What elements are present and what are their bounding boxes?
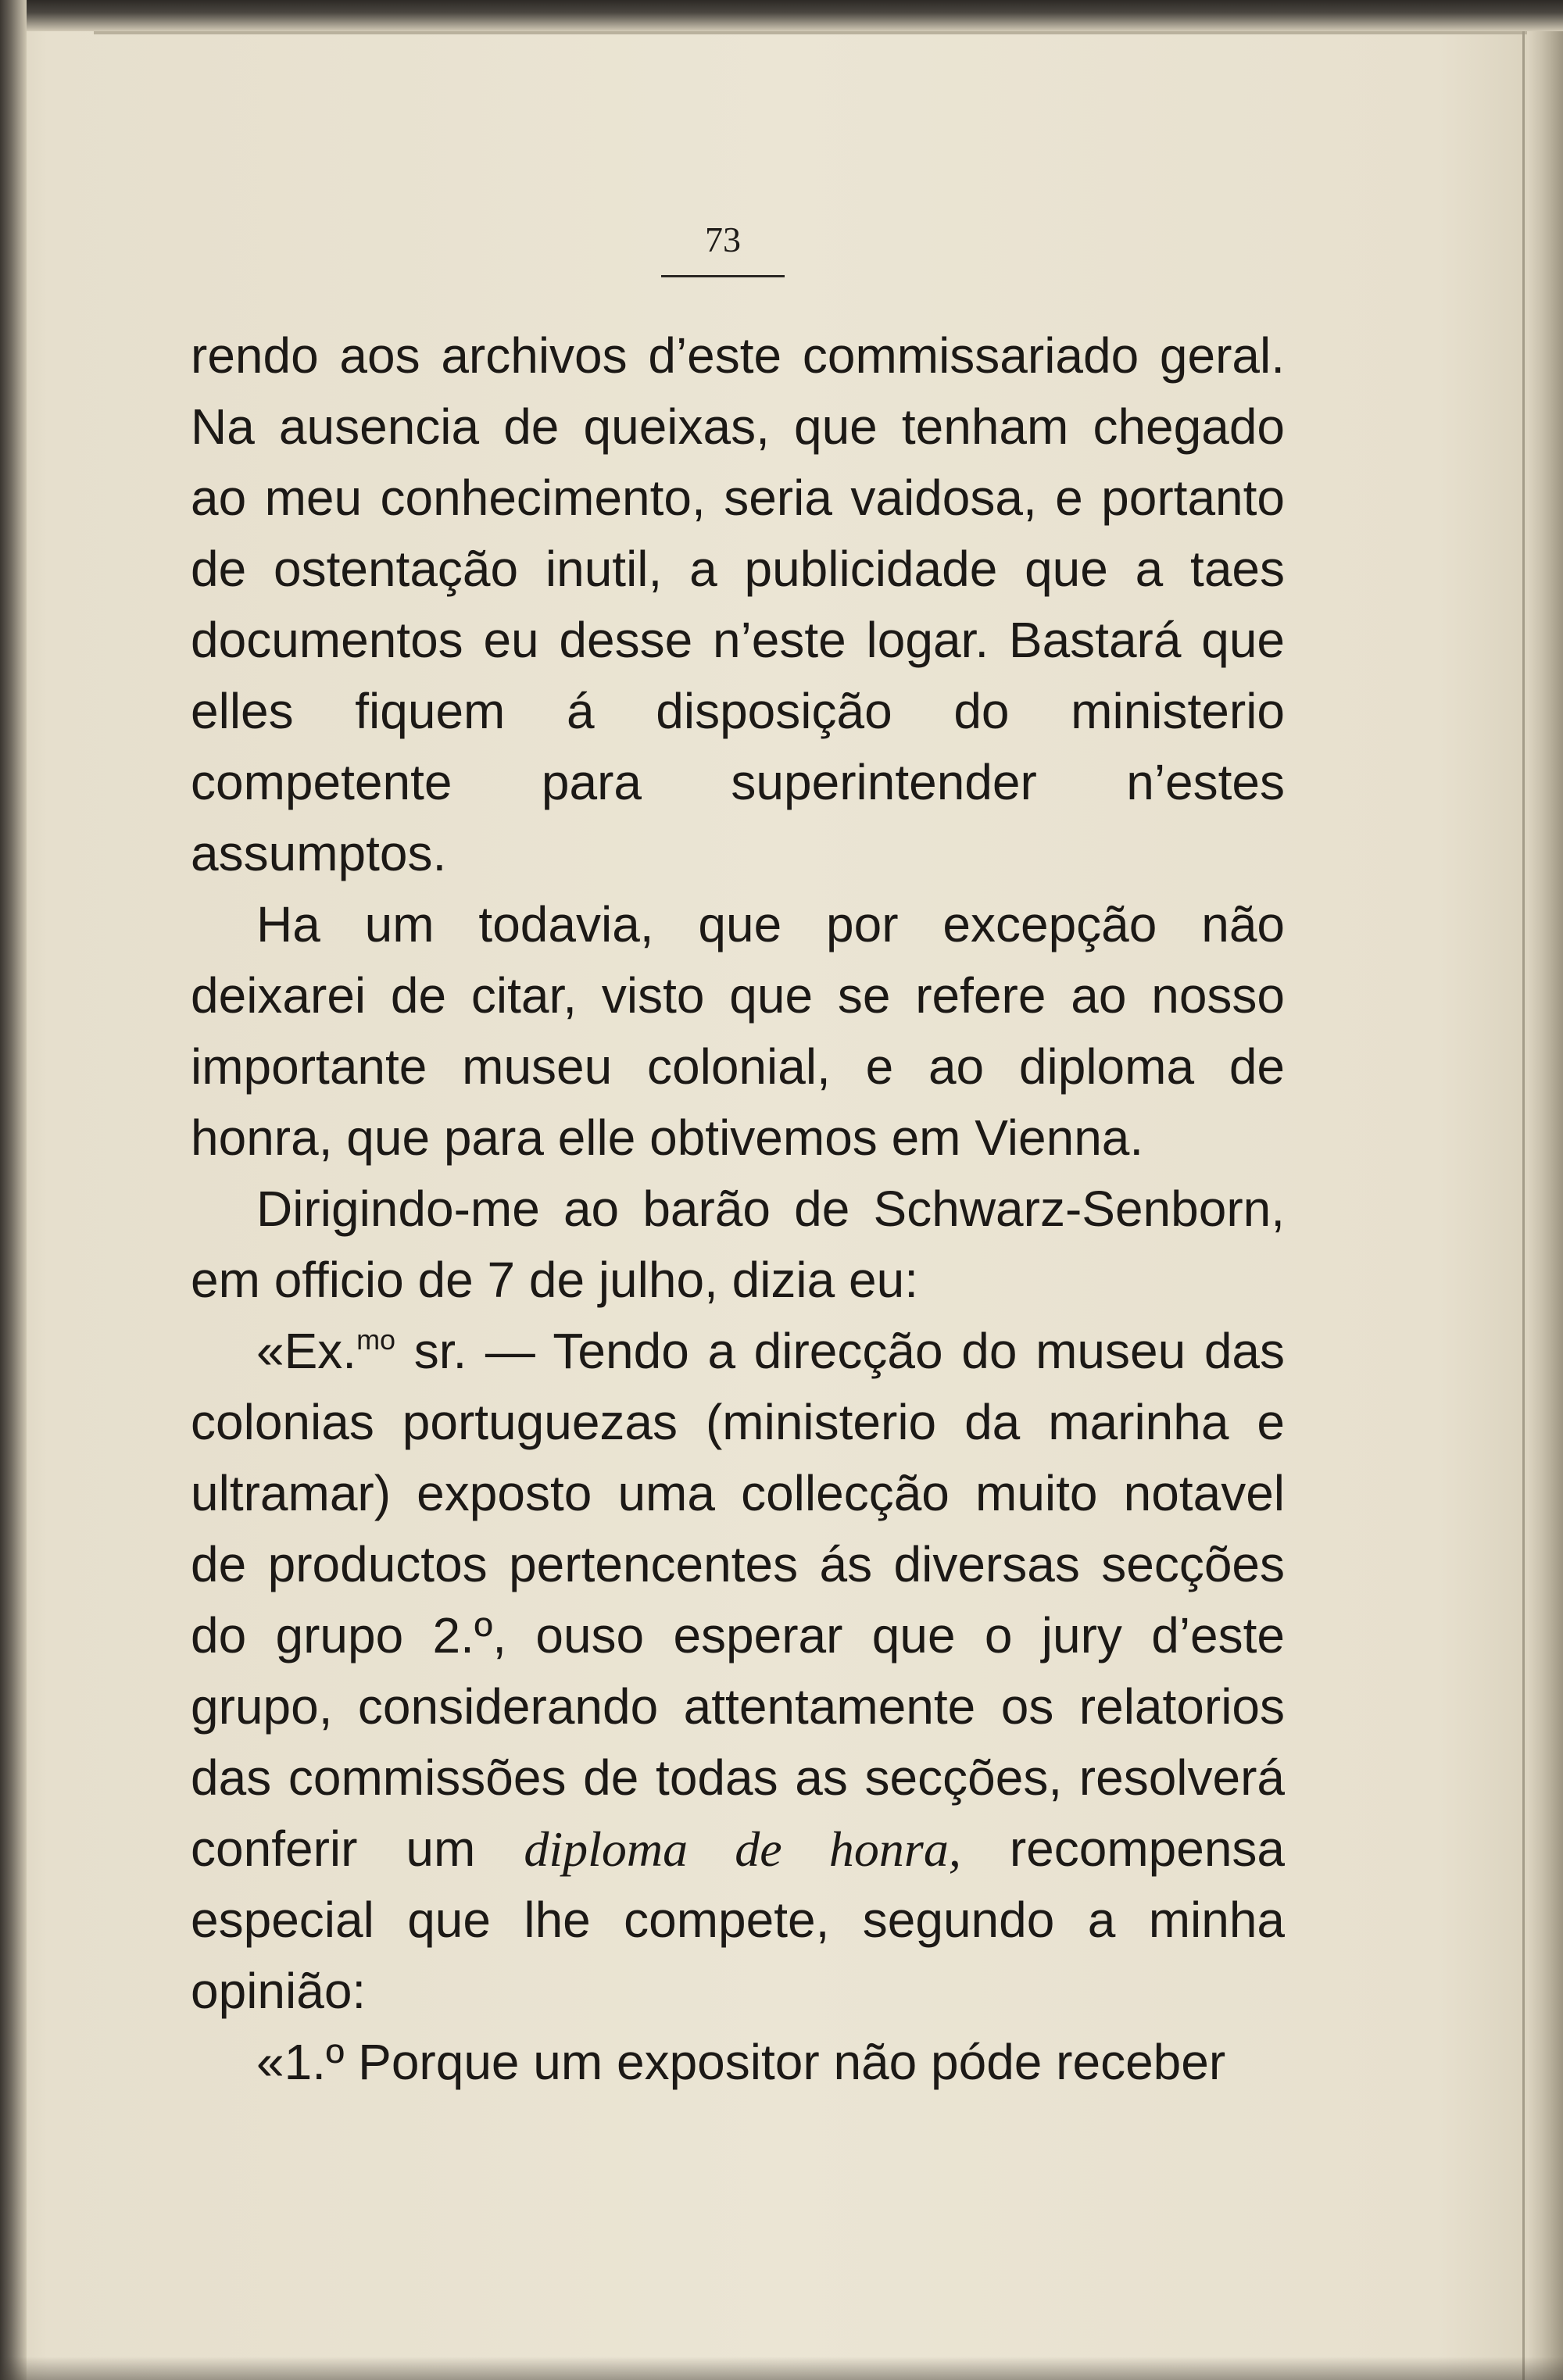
paragraph-4	[191, 1316, 1285, 2027]
top-page-edge	[94, 31, 1532, 34]
superscript-mo: mo	[356, 1324, 396, 1356]
letter-text-1: sr. — Tendo a direcção do museu das colonias portuguezas (ministerio da marinha e ultramar) exposto uma collecção muito notavel de productos pertencentes ás diversas secções do grupo 2.º, ouso esperar que o jury d’este grupo, considerando attentamente os relatorios das commissões de todas as secções, resolverá conferir um	[191, 1323, 1285, 1877]
italic-diploma-de-honra: diploma de honra,	[524, 1821, 961, 1877]
page-number: 73	[705, 220, 741, 259]
right-page-edges	[1527, 31, 1563, 2380]
right-page-edge-line	[1522, 31, 1525, 2380]
paragraph-5: «1.º Porque um expositor não póde receber	[256, 2034, 1226, 2090]
paragraph-2: Ha um todavia, que por excepção não deixarei de citar, visto que se refere ao nosso importante museu colonial, e ao diploma de honra, que para elle obtivemos em Vienna.	[191, 896, 1285, 1166]
paragraph-1: rendo aos archivos d’este commissariado geral. Na ausencia de queixas, que tenham chegado ao meu conhecimento, seria vaidosa, e portanto de ostentação inutil, a publicidade que a taes documentos eu desse n’este logar. Bastará que elles fiquem á disposição do ministerio competente para superintender n’estes assumptos.	[191, 327, 1285, 881]
left-binding-edge	[0, 0, 27, 2380]
body-text	[191, 320, 1285, 2098]
bottom-shadow	[0, 2357, 1563, 2380]
letter-text-2: recompensa especial que lhe compete, segundo a minha opinião:	[191, 1821, 1286, 2019]
paragraph-3: Dirigindo-me ao barão de Schwarz-Senborn, em officio de 7 de julho, dizia eu:	[191, 1181, 1285, 1308]
page-number-rule	[661, 275, 785, 277]
letter-opening: «Ex.	[256, 1323, 357, 1379]
top-binding-edge	[0, 0, 1563, 31]
